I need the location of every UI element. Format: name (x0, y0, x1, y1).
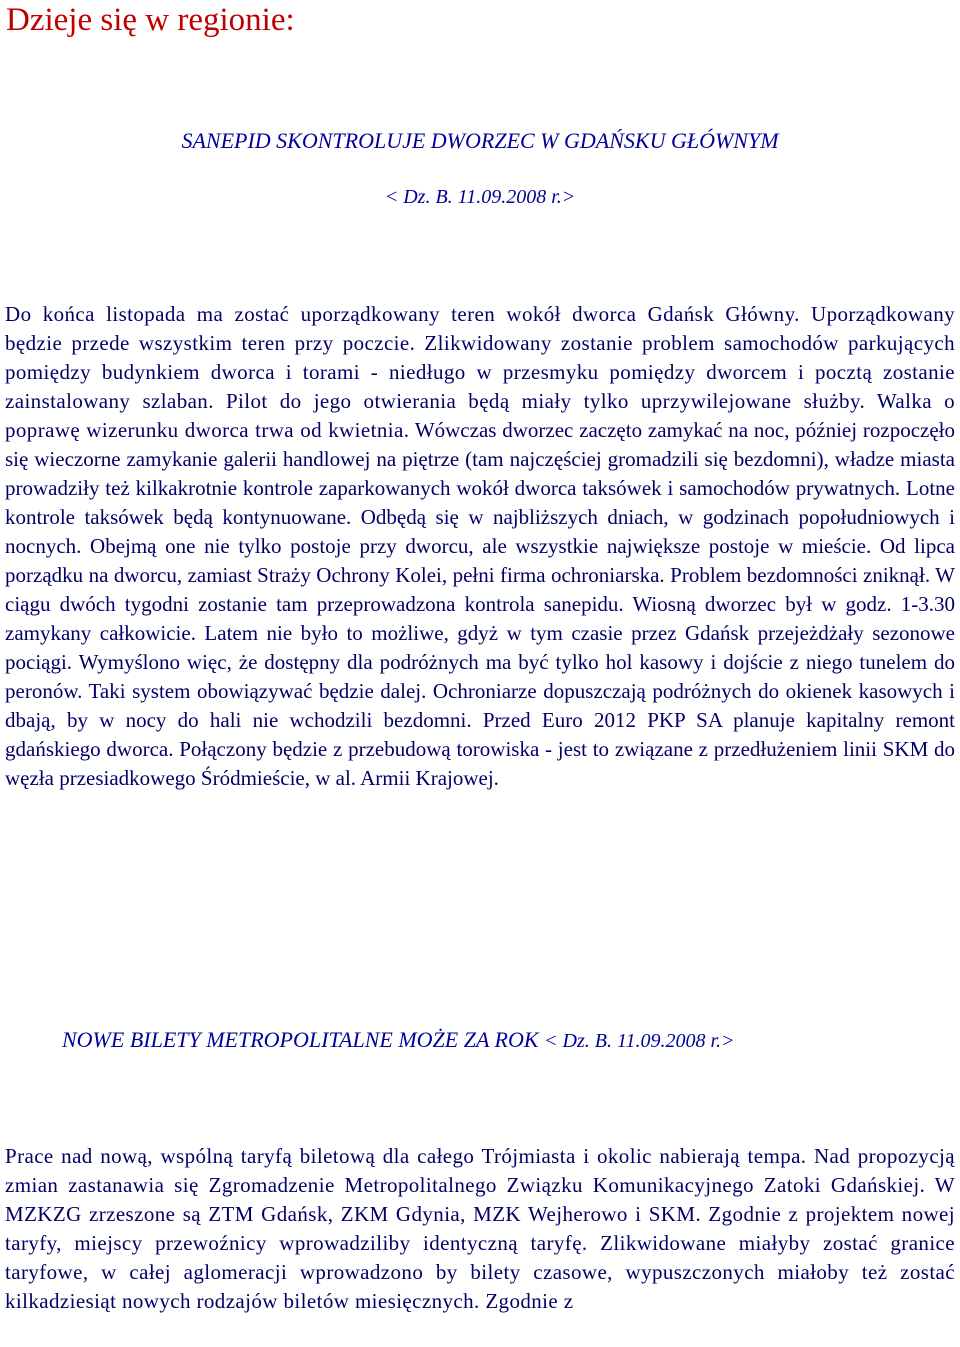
article-headline: SANEPID SKONTROLUJE DWORZEC W GDAŃSKU GŁÓWNYM (181, 128, 779, 153)
article-body (5, 300, 955, 793)
article-headline-row (62, 1027, 735, 1053)
article-source: < Dz. B. 11.09.2008 r.> (384, 186, 576, 208)
article-body (5, 1142, 955, 1316)
page-title: Dzieje się w regionie: (6, 2, 295, 38)
article-body-part: Do końca listopada ma zostać uporządkowany teren wokół dworca Gdańsk Główny. Uporządkowany będzie przede wszystkim teren przy poczcie. Zlikwidowany zostanie problem samochodów parkujących pomiędzy budynkiem dworca i torami - niedługo w przesmyku pomiędzy dworcem i pocztą zostanie zainstalowany szlaban. Pilot do jego otwierania będą miały tylko uprzywilejowane służby. Walka o poprawę wizerunku dworca trwa od kwietnia. (5, 302, 955, 442)
article-body-part: Wówczas dworzec zaczęto zamykać na noc, później rozpoczęło się wieczorne zamykanie galerii handlowej na piętrze (tam najczęściej gromadzili się bezdomni), władze miasta prowadziły też kilkakrotnie kontrole zaparkowanych wokół dworca taksówek i samochodów prywatnych. Lotne kontrole taksówek będą kontynuowane. Odbędą się w najbliższych dniach, w godzinach popołudniowych i nocnych. Obejmą one nie tylko postoje przy dworcu, ale wszystkie największe postoje w mieście. Od lipca porządku na dworcu, zamiast Straży Ochrony Kolei, pełni firma ochroniarska. Problem bezdomności zniknął. W ciągu dwóch tygodni zostanie tam przeprowadzona kontrola sanepidu. Wiosną dworzec był w godz. 1-3.30 zamykany całkowicie. Latem nie było to możliwe, gdyż w tym czasie przez Gdańsk przejeżdżały sezonowe pociągi. Wymyślono więc, że dostępny dla podróżnych ma być tylko hol kasowy i dojście z niego tunelem do peronów. Taki system obowiązywać będzie dalej. Ochroniarze dopuszczają podróżnych do okienek kasowych i dbają, by w nocy do hali nie wchodzili bezdomni. Przed Euro 2012 PKP SA planuje kapitalny remont gdańskiego dworca. Połączony będzie z przebudową torowiska - jest to związane z przedłużeniem linii SKM do węzła przesiadkowego Śródmieście, w al. Armii Krajowej. (5, 418, 955, 790)
article-body-part: Prace nad nową, wspólną taryfą biletową dla całego Trójmiasta i okolic nabierają tempa. Nad propozycją zmian zastanawia się Zgromadzenie Metropolitalnego Związku Komunikacyjnego Zatoki Gdańskiej. W MZKZG zrzeszone są ZTM Gdańsk, ZKM Gdynia, MZK Wejherowo i SKM. Zgodnie z projektem nowej taryfy, miejscy przewoźnicy wprowadziliby identyczną taryfę. Zlikwidowane miałyby zostać granice taryfowe, w całej aglomeracji wprowadzono by bilety czasowe, wypuszczonych miałoby też zostać kilkadziesiąt nowych rodzajów biletów miesięcznych. Zgodnie z (5, 1144, 955, 1313)
article-source: < Dz. B. 11.09.2008 r.> (544, 1030, 735, 1052)
article-headline: NOWE BILETY METROPOLITALNE MOŻE ZA ROK (62, 1027, 539, 1052)
